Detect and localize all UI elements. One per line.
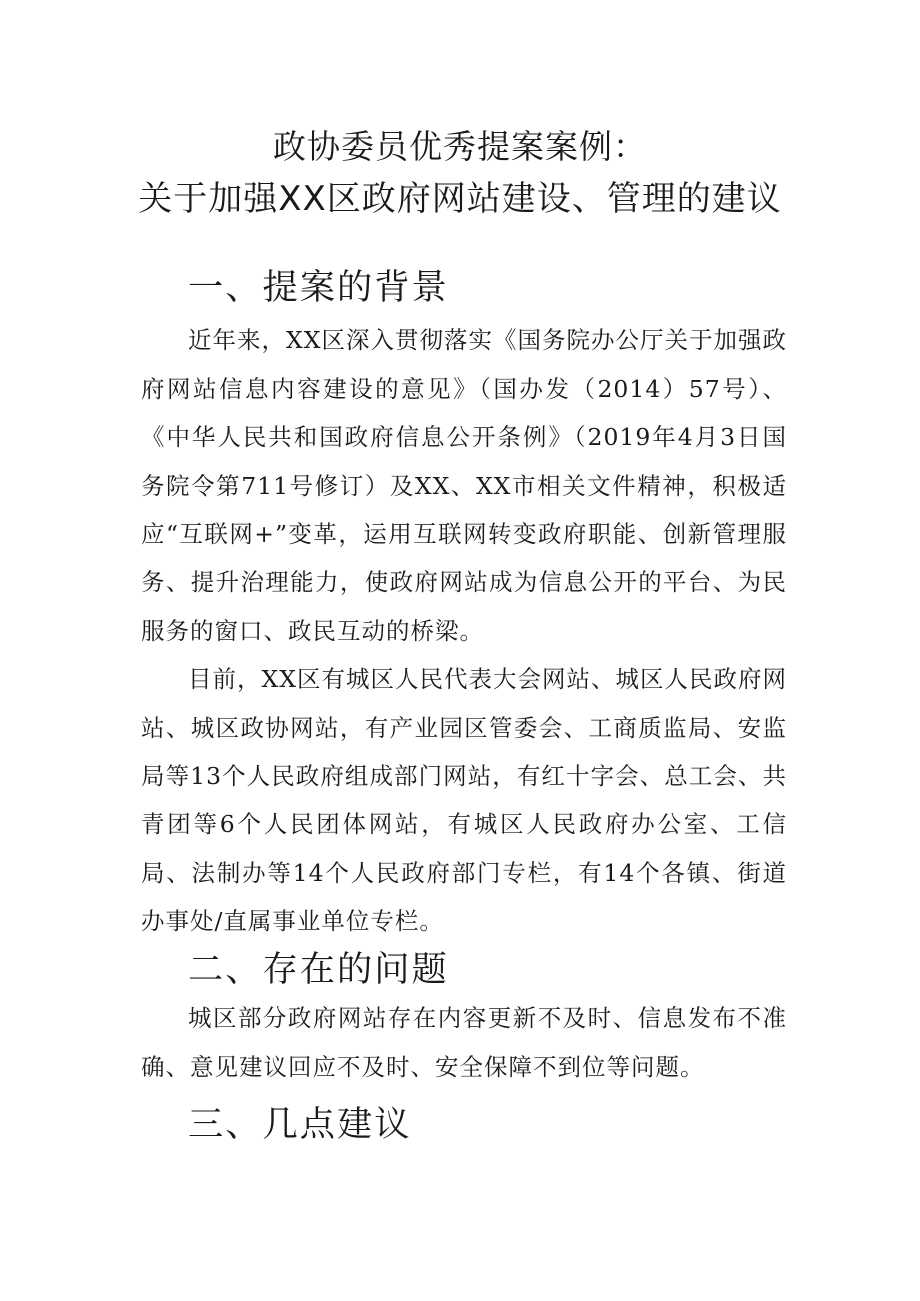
document-title-line-1: 政协委员优秀提案案例： <box>273 127 647 166</box>
document-title-line-2: 关于加强XX区政府网站建设、管理的建议 <box>138 179 782 219</box>
section-heading-background: 一、提案的背景 <box>188 267 449 308</box>
section-heading-suggestions: 三、几点建议 <box>188 1103 412 1145</box>
paragraph-problems-1: 城区部分政府网站存在内容更新不及时、信息发布不准确、意见建议回应不及时、安全保障不到位等问题。 <box>141 1004 787 1081</box>
document-body <box>141 264 787 1149</box>
paragraph-background-2: 目前，XX区有城区人民代表大会网站、城区人民政府网站、城区政协网站，有产业园区管委会、工商质监局、安监局等13个人民政府组成部门网站，有红十字会、总工会、共青团等6个人民团体网站，有城区人民政府办公室、工信局、法制办等14个人民政府部门专栏，有14个各镇、街道办事处/直属事业单位专栏。 <box>141 665 787 936</box>
paragraph-background-1: 近年来，XX区深入贯彻落实《国务院办公厅关于加强政府网站信息内容建设的意见》（国办发（2014）57号）、《中华人民共和国政府信息公开条例》（2019年4月3日国务院令第711号修订）及XX、XX市相关文件精神，积极适应“互联网+”变革，运用互联网转变政府职能、创新管理服务、提升治理能力，使政府网站成为信息公开的平台、为民服务的窗口、政民互动的桥梁。 <box>141 326 787 645</box>
section-heading-problems: 二、存在的问题 <box>188 948 449 990</box>
